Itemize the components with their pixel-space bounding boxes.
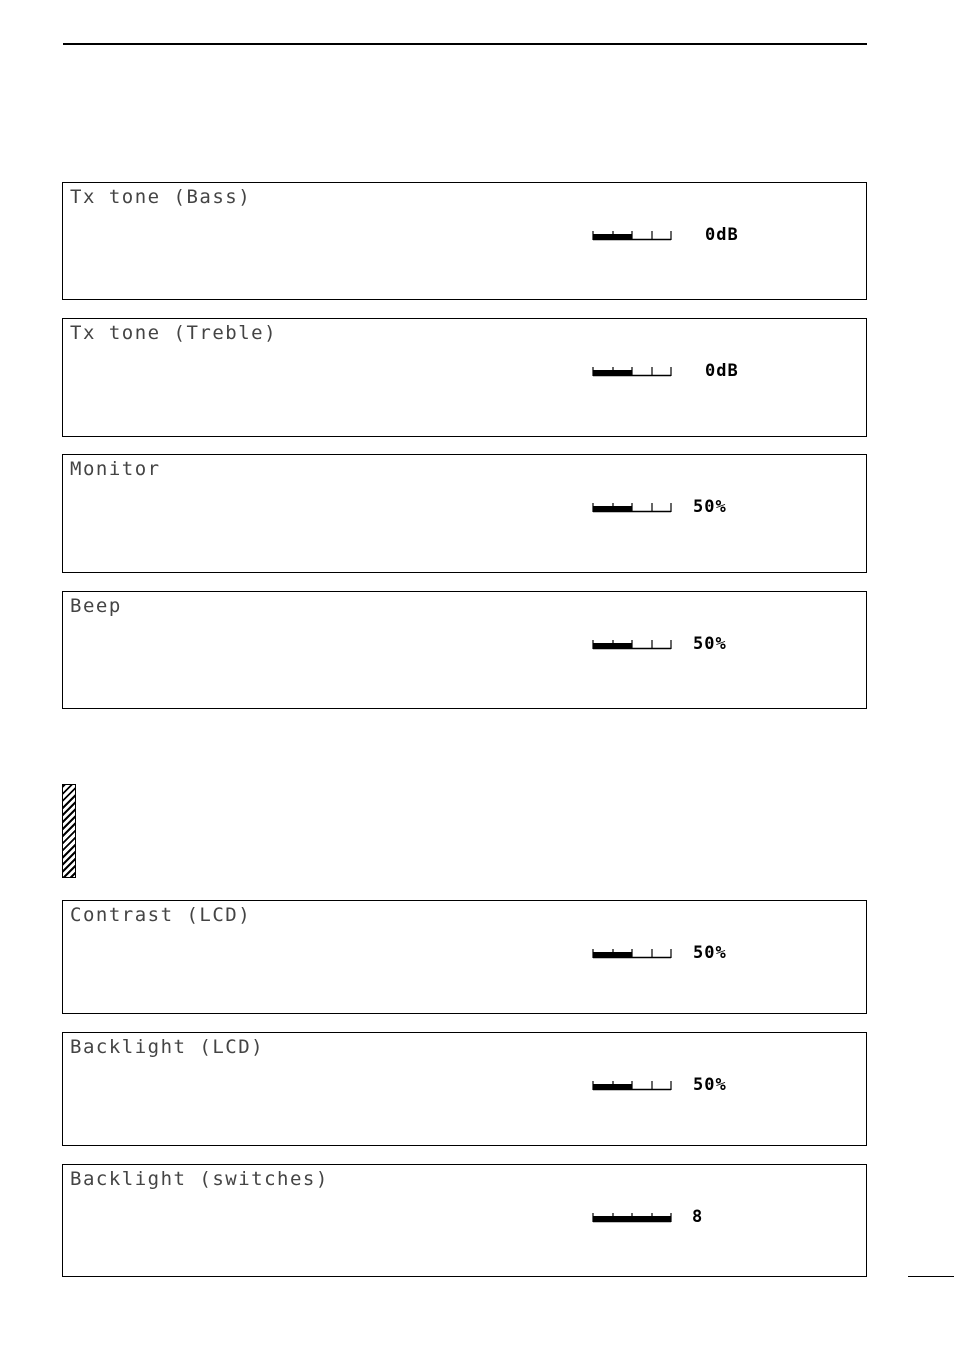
level-value: 0dB xyxy=(705,361,739,381)
level-value: 8 xyxy=(692,1207,704,1227)
panel-tx-tone-treble xyxy=(62,318,867,437)
panel-title: Backlight (LCD) xyxy=(70,1036,265,1058)
level-meter xyxy=(592,501,672,515)
level-meter xyxy=(592,365,672,379)
panel-title: Tx tone (Bass) xyxy=(70,186,252,208)
level-value: 50% xyxy=(693,943,727,963)
meter-graphic xyxy=(592,1079,672,1093)
panel-title: Tx tone (Treble) xyxy=(70,322,278,344)
panel-title: Backlight (switches) xyxy=(70,1168,329,1190)
meter-graphic xyxy=(592,365,672,379)
panel-backlight-lcd xyxy=(62,1032,867,1146)
panel-title: Beep xyxy=(70,595,122,617)
top-rule xyxy=(63,43,867,45)
level-meter xyxy=(592,229,672,243)
section-marker xyxy=(62,784,76,878)
level-value: 50% xyxy=(693,1075,727,1095)
meter-graphic xyxy=(592,229,672,243)
panel-title: Contrast (LCD) xyxy=(70,904,252,926)
level-value: 0dB xyxy=(705,225,739,245)
level-meter xyxy=(592,1079,672,1093)
meter-graphic xyxy=(592,501,672,515)
panel-monitor xyxy=(62,454,867,573)
meter-graphic xyxy=(592,638,672,652)
level-value: 50% xyxy=(693,634,727,654)
panel-backlight-switches xyxy=(62,1164,867,1277)
panel-beep xyxy=(62,591,867,709)
level-meter xyxy=(592,638,672,652)
level-meter xyxy=(592,1211,672,1225)
panel-title: Monitor xyxy=(70,458,161,480)
meter-graphic xyxy=(592,947,672,961)
panel-contrast-lcd xyxy=(62,900,867,1014)
level-value: 50% xyxy=(693,497,727,517)
panel-tx-tone-bass xyxy=(62,182,867,300)
meter-graphic xyxy=(592,1211,672,1225)
page-corner-rule xyxy=(908,1276,954,1277)
level-meter xyxy=(592,947,672,961)
